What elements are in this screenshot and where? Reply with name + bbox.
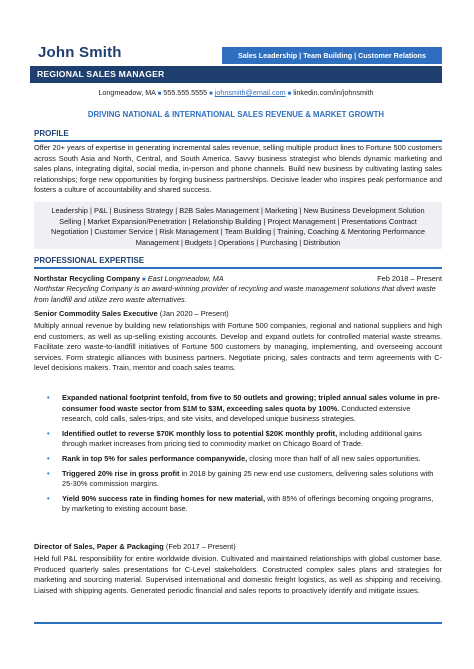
role-summary: Multiply annual revenue by building new relationships with Fortune 500 companies, regional and national suppliers and high end customers, as well as up-selling existing accounts. Develop and expand outlets for controlled material waste streams. Facilitate zero waste-to-landfill initiatives of Fortune 500 customers by managing, implementing, and overseeing account services. Form strategic alliances with business partners. Negotiate pricing, sales contracts and term agreements with C-level decisions makers. Train, mentor and coach sales teams. (34, 321, 442, 373)
bullet-icon: • (47, 453, 50, 463)
bullet-icon: • (47, 468, 50, 478)
bullet-highlight: Expanded national footprint tenfold, from five to 50 outlets and growing; tripled annual sales volume in pre-consumer food waste sector from $1M to $3M, exceeding sales quota by 100%. (62, 393, 440, 413)
role-line (34, 309, 442, 318)
square-bullet-icon: ■ (157, 91, 162, 97)
bullet-highlight: Triggered 20% rise in gross profit (62, 468, 180, 478)
list-item (47, 468, 442, 490)
contact-linkedin[interactable]: linkedin.com/in/johnsmith (293, 88, 374, 97)
company-description: Northstar Recycling Company is an award-winning provider of recycling and waste management solutions that divert waste from landfill and utilize zero waste alternatives. (34, 284, 436, 304)
bullet-text: Conducted extensive research, cold calls, sales-trips, and site visits, and developed unique business strategies. (62, 403, 411, 424)
bullet-icon: • (47, 393, 50, 402)
list-item (47, 393, 442, 425)
list-item (47, 453, 442, 465)
role-title: Senior Commodity Sales Executive (34, 309, 158, 318)
bullet-highlight: Rank in top 5% for sales performance companywide, (62, 453, 248, 463)
role-dates: (Jan 2020 – Present) (159, 309, 229, 318)
square-bullet-icon: ■ (287, 91, 292, 97)
role-title: Director of Sales, Paper & Packaging (34, 542, 164, 551)
bullet-text: including additional gains through market increases from pricing tied to commodity market on Chicago Board of Trade. (62, 428, 422, 449)
company-location: East Longmeadow, MA (147, 274, 224, 283)
bullet-icon: • (47, 428, 50, 438)
list-item (47, 493, 442, 515)
bullet-icon: • (47, 493, 50, 503)
bullet-text: closing more than half of all new sales opportunities. (247, 453, 421, 463)
square-bullet-icon: ■ (142, 277, 146, 283)
role-summary: Held full P&L responsibility for entire worldwide division. Cultivated and maintained relationships with global customer base. Produced quarterly sales presentations for C-Level stakeholders. Constructed complex sales plans and strategies for marketing and sourcing material. Supervised international and domestic freight logistics, as well as shipping and receiving. Liaised with shipping agents. Generated periodic financial and sales reports to proactively identify and mitigate issues. (34, 554, 442, 595)
headline: DRIVING NATIONAL & INTERNATIONAL SALES REVENUE & MARKET GROWTH (87, 110, 385, 119)
bullet-text: in 2018 by gaining 25 new end use customers, delivering sales solutions with 25-30% commission margins. (62, 468, 434, 489)
skills-list: Leadership | P&L | Business Strategy | B2B Sales Management | Marketing | New Business Development Solution Selling | Market Expansion/Penetration | Relationship Building | Project Management | Presentations Contract Negotiation | Customer Service | Risk Management | Team Building | Training, Coaching & Mentoring Performance Management | Budgets | Operations | Purchasing | Distribution (51, 206, 425, 247)
role-line (34, 542, 442, 551)
list-item (47, 428, 442, 450)
skills-panel (34, 202, 442, 249)
achievement-list (47, 393, 442, 519)
section-divider (34, 267, 442, 269)
bullet-text: with 85% of offerings becoming ongoing programs, by marketing to existing account base. (62, 493, 434, 514)
experience-heading: PROFESSIONAL EXPERTISE (34, 256, 145, 265)
profile-heading: PROFILE (34, 129, 69, 138)
section-divider (34, 140, 442, 142)
company-dates: Feb 2018 – Present (377, 274, 442, 283)
company-line (34, 274, 442, 283)
title-banner (30, 66, 442, 83)
footer-divider (34, 622, 442, 624)
contact-line (30, 88, 442, 97)
square-bullet-icon: ■ (209, 91, 213, 97)
contact-email-link[interactable]: johnsmith@email.com (214, 88, 286, 97)
job-title: REGIONAL SALES MANAGER (37, 69, 165, 79)
contact-phone: 555.555.5555 (163, 88, 208, 97)
role-dates: (Feb 2017 – Present) (165, 542, 236, 551)
candidate-name: John Smith (38, 44, 122, 61)
contact-location: Longmeadow, MA (98, 88, 156, 97)
profile-summary: Offer 20+ years of expertise in generating incremental sales revenue, selling multiple product lines to Fortune 500 customers across South Asia and North, Central, and South America. Savvy business strategist who blends dynamic marketing and sales plans, integrating digital, social media, in-person and phone channels. Build new business by cultivating lasting sales relationships; forge new opportunities by forging business partnerships. Decisive leader who inspires peak performance and fosters a culture of accountability and shared success. (34, 143, 442, 195)
tagline-banner: Sales Leadership | Team Building | Customer Relations (222, 47, 442, 64)
bullet-highlight: Yield 90% success rate in finding homes for new material, (62, 493, 266, 503)
bullet-highlight: Identified outlet to reverse $70K monthly loss to potential $20K monthly profit, (62, 428, 338, 438)
company-name: Northstar Recycling Company (34, 274, 140, 283)
